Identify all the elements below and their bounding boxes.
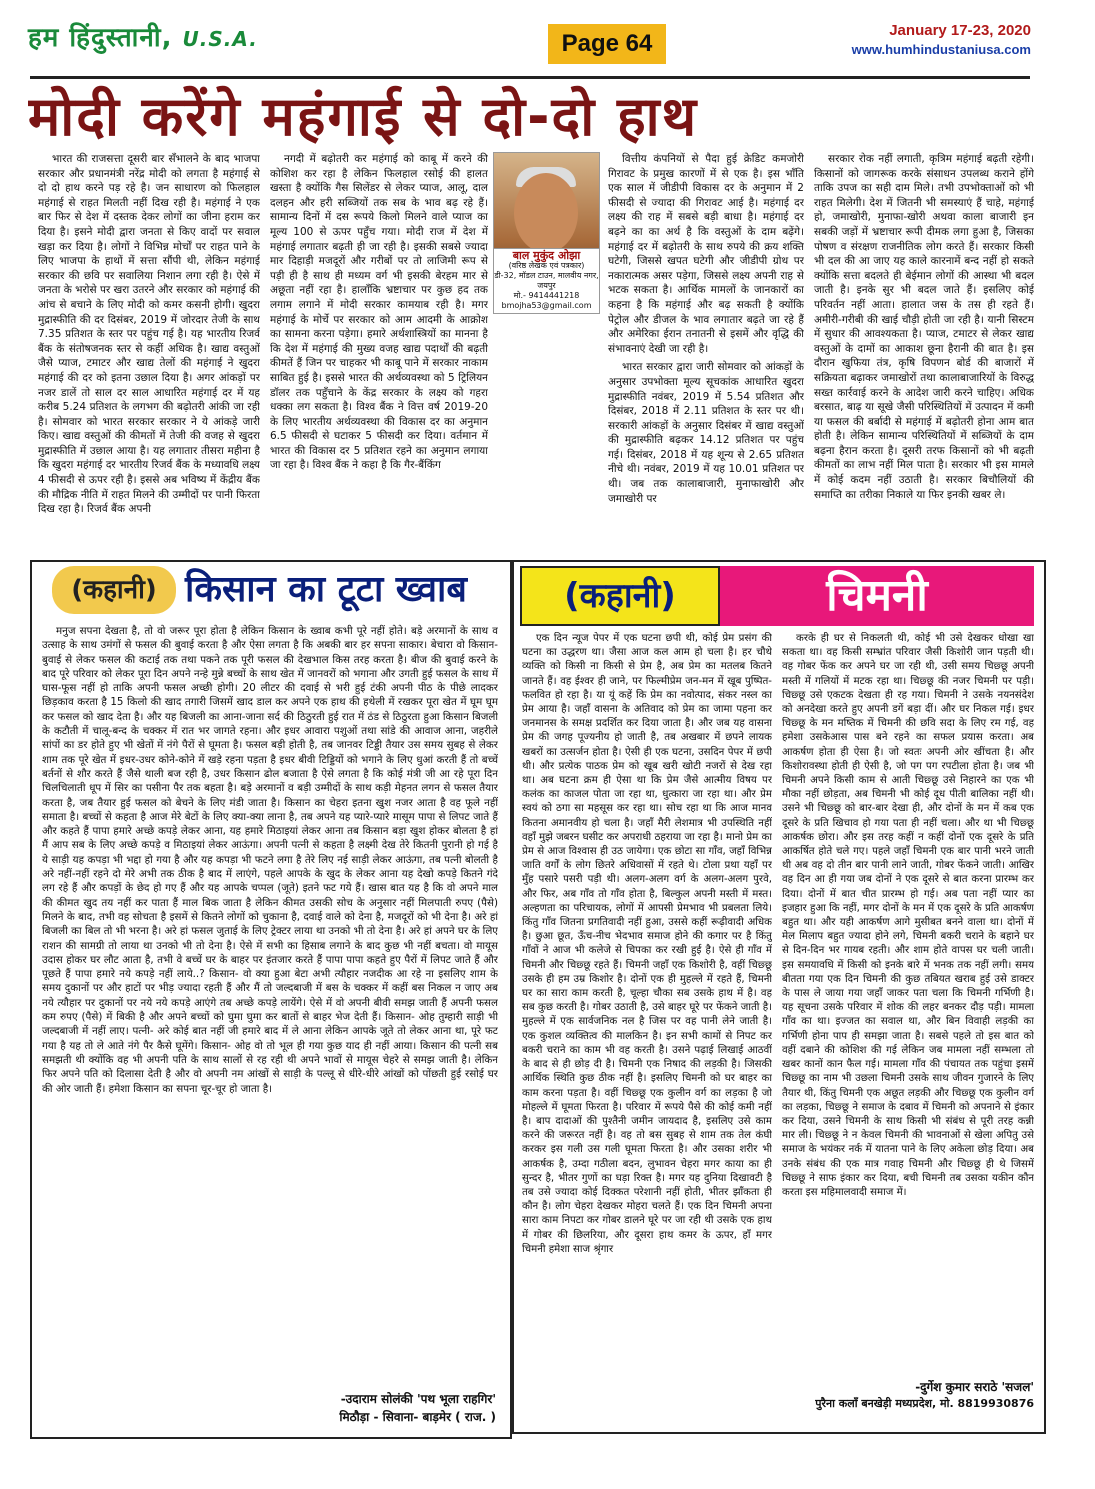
- story-author: -उदाराम सोलंकी 'पथ भूला राहगिर': [340, 1392, 496, 1406]
- story-title: किसान का टूटा ख्वाब: [185, 566, 495, 614]
- story-body: [42, 624, 498, 1382]
- article-column-2: [270, 152, 488, 546]
- story-tag: (कहानी): [52, 566, 176, 614]
- author-caption: [494, 248, 599, 313]
- header-rule: [30, 76, 1030, 79]
- author-phone: मो.- 9414441218: [513, 291, 580, 300]
- face-shape: [514, 173, 578, 253]
- story-text: करके ही घर से निकलती थी, कोई भी उसे देखकर धोखा खा सकता था। वह किसी सम्भ्रांत परिवार जैसी किशोरी जान पड़ती थी। वह गोबर फेंक कर अपने घर जा रही थी, उसी समय चिछ्छू अपनी मस्ती में गलियों में मटक रहा था। चिछ्छू की नजर चिमनी पर पड़ी। चिछ्छू उसे एकटक देखता ही रह गया। चिमनी ने उसके नयनसंदेश को अनदेखा करते हुए अपनी डगें बड़ा दीं। और घर निकल गई। इधर चिछ्छू के मन मष्तिक में चिमनी की छवि सदा के लिए रम गई, वह हमेशा उसकेआस पास बने रहने का सफल प्रयास करता। अब आकर्षण होता ही ऐसा है। जो स्वतः अपनी ओर खींचता है। और किशोरावस्था होती ही ऐसी है, जो पग पग रपटीला होता है। जब भी चिमनी अपने किसी काम से आती चिछ्छू उसे निहारने का एक भी मौका नहीं छोड़ता, अब चिमनी भी कोई दूध पीती बालिका नहीं थी। उसने भी चिछ्छू को बार-बार देखा ही, और दोनों के मन में कब एक दूसरे के प्रति खिचाव हो गया पता ही नहीं चला। और था भी चिछ्छू आकर्षक छोरा। और इस तरह कहीं न कहीं दोनों एक दूसरे के प्रति आकर्षित होते चले गए। पहले जहाँ चिमनी एक बार पानी भरने जाती थी अब वह दो तीन बार पानी लाने जाती, गोबर फेंकने जाती। आखिर वह दिन आ ही गया जब दोनों ने एक दूसरे से बात करना प्रारम्भ कर दिया। दोनों में बात चीत प्रारम्भ हो गई। अब पता नहीं प्यार का इजहार हुआ कि नहीं, मगर दोनों के मन में एक दूसरे के प्रति आकर्षण बहुत था। और यही आकर्षण आगे मुसीबत बनने वाला था। दोनों में मेल मिलाप बहुत ज्यादा होने लगे, चिमनी बकरी चराने के बहाने घर से दिन-दिन भर गायब रहती। और शाम होते वापस घर चली जाती। इस समयावधि में किसी को इनके बारे में भनक तक नहीं लगी। समय बीतता गया एक दिन चिमनी की कुछ तबियत खराब हुई उसे डाक्टर के पास ले जाया गया जहाँ जाकर पता चला कि चिमनी गर्भिणी है। यह सूचना उसके परिवार में शोक की लहर बनकर दौड़ पड़ी। मामला गाँव का था। इज्जत का सवाल था, और बिन विवाही लड़की का गर्भिणी होना पाप ही समझा जाता है। सबसे पहले तो इस बात को वहीं दबाने की कोशिश की गई लेकिन जब मामला नहीं सम्भला तो खबर कानों कान फैल गई। मामला गाँव की पंचायत तक पहुंचा इसमें चिछ्छू का नाम भी उछला चिमनी उसके साथ जीवन गुजारने के लिए तैयार थी, किंतु चिमनी एक अछूत लड़की और चिछ्छू एक कुलीन वर्ग का लड़का, चिछ्छू ने समाज के दबाव में चिमनी को अपनाने से इंकार कर दिया, उसने चिमनी के साथ किसी भी संबंध से पूरी तरह कन्नी मार ली। चिछ्छू ने न केवल चिमनी की भावनाओं से खेला अपितु उसे समाज के भयंकर नर्क में यातना पाने के लिए अकेला छोड़ दिया। अब उनके संबंध की एक मात्र गवाह चिमनी और चिछ्छू ही थे जिसमें चिछ्छू ने साफ इंकार कर दिया, बची चिमनी तब उसका यकीन कौन करता इस महिमालवादी समाज में।: [782, 633, 1034, 1198]
- spacer: [493, 315, 598, 335]
- article-column-3: [608, 152, 804, 546]
- story-column-2: [782, 632, 1034, 1372]
- story-column-1: [522, 632, 772, 1422]
- article-text: भारत की राजसत्ता दूसरी बार सँभालने के बाद भाजपा सरकार और प्रधानमंत्री नरेंद्र मोदी को लगता है महंगाई से दो दो हाथ करने पड़ रहे है। जन साधारण को फिलहाल महंगाई से राहत मिलती नहीं दिख रही है। महंगाई ने एक बार फिर से देश में दस्तक देकर लोगों का जीना हराम कर दिया है। इसने मोदी द्वारा जनता से किए वादों पर सवाल खड़ा कर दिया है। लोगों ने विभिन्न मोर्चों पर राहत पाने के लिए भाजपा के हाथों में सत्ता सौंपी थी, लेकिन महंगाई सरकार की छवि पर सवालिया निशान लगा रही है। ऐसे में जनता के भरोसे पर खरा उतरने और सरकार को महंगाई की आंच से बचाने के लिए मोदी को कमर कसनी होगी। खुदरा मुद्रास्फीति की दर दिसंबर, 2019 में जोरदार तेजी के साथ 7.35 प्रतिशत के स्तर पर पहुंच गई है। यह भारतीय रिजर्व बैंक के संतोषजनक स्तर से कहीं अधिक है। खाद्य वस्तुओं जैसे प्याज, टमाटर और खाद्य तेलों की महंगाई ने खुदरा महंगाई की दर को इतना उछाल दिया है। अगर आंकड़ों पर नजर डालें तो साल दर साल आधारित महंगाई दर में यह करीब 5.24 प्रतिशत के लगभग की बढ़ोतरी आंकी जा रही है। सोमवार को भारत सरकार सरकार ने ये आंकड़े जारी किए। खाद्य वस्तुओं की कीमतों में तेजी की वजह से खुदरा मुद्रास्फीति में उछाल आया है। यह लगातार तीसरा महीना है कि खुदरा महंगाई दर भारतीय रिजर्व बैंक के मध्यावधि लक्ष्य 4 फीसदी से ऊपर रही है। इससे अब भविष्य में केंद्रीय बैंक की मौद्रिक नीति में राहत मिलने की उम्मीदों पर पानी फिरता दिख रहा है। रिजर्व बैंक अपनी: [38, 153, 260, 516]
- article-text: भारत सरकार द्वारा जारी सोमवार को आंकड़ों के अनुसार उपभोक्ता मूल्य सूचकांक आधारित खुदरा मुद्रास्फीति नवंबर, 2019 में 5.54 प्रतिशत और दिसंबर, 2018 में 2.11 प्रतिशत के स्तर पर थी। सरकारी आंकड़ों के अनुसार दिसंबर में खाद्य वस्तुओं की मुद्रास्फीति बढ़कर 14.12 प्रतिशत पर पहुंच गई। दिसंबर, 2018 में यह शून्य से 2.65 प्रतिशत नीचे थी। नवंबर, 2019 में यह 10.01 प्रतिशत पर थी। जब तक कालाबाजारी, मुनाफाखोरी और जमाखोरी पर: [608, 361, 804, 505]
- main-headline: मोदी करेंगे महंगाई से दो-दो हाथ: [28, 85, 699, 148]
- author-name: बाल मुकुंद ओझा: [512, 249, 581, 262]
- story-title: चिमनी: [720, 566, 1034, 626]
- author-role: (वरिष्ठ लेखक एवं पत्रकार): [508, 261, 585, 270]
- author-address: डी-32, मॉडल टाउन, मालवीय नगर, जयपुर: [494, 271, 599, 290]
- page-number: Page 64: [548, 24, 666, 64]
- author-photo: [493, 152, 600, 314]
- website-link[interactable]: www.humhindustaniusa.com: [851, 42, 1031, 57]
- author-email: bmojha53@gmail.com: [501, 301, 592, 310]
- story-text: एक दिन न्यूज पेपर में एक घटना छपी थी, कोई प्रेम प्रसंग की घटना का उद्धरण था। जैसा आज कल आम हो चला है। हर चौथे व्यक्ति को किसी ना किसी से प्रेम है, अब प्रेम का मतलब कितने जानते हैं। वह ईश्वर ही जाने, पर फिल्मीप्रेम जन-मन में खूब पुष्पित-फलवित हो रहा है। या यूं कहें कि प्रेम का नवोत्पाद, संकर नस्ल का प्रेम आया है। जहाँ वासना के अतिवाद को प्रेम का जामा पहना कर जनमानस के समक्ष प्रदर्शित कर दिया जाता है। और जब यह वासना प्रेम की जगह पूज्यनीय हो जाती है, तब अखबार में छपने लायक खबरों का उत्सर्जन होता है। ऐसी ही एक घटना, उसदिन पेपर में छपी थी। और प्रत्येक पाठक प्रेम को खूब खरी खोटी नजरों से देख रहा था। अब घटना क्रम ही ऐसा था कि प्रेम जैसे आत्मीय विषय पर कलंक का काजल पोता जा रहा था, धुत्कारा जा रहा था। और प्रेम स्वयं को ठगा सा महसूस कर रहा था। सोच रहा था कि आज मानव कितना अमानवीय हो चला है। जहाँ मैरी लेशमात्र भी उपस्थिति नहीं वहाँ मुझे जबरन घसीट कर अपराधी ठहराया जा रहा है। मानो प्रेम का प्रेम से आज विश्वास ही उठ जायेगा। एक छोटा सा गाँव, जहाँ विभिन्न जाति वर्गों के लोग छितरे अधिवासों में रहते थे। टोला प्रथा यहाँ पर मुँह पसारे पसरी पड़ी थी। अलग-अलग वर्ग के अलग-अलग पुरवे, और फिर, अब गाँव तो गाँव होता है, बिल्कुल अपनी मस्ती में मस्त। अल्हणता का परिचायक, लोगों में आपसी प्रेमभाव भी प्रबलता लिये। किंतु गाँव जितना प्रगतिवादी नहीं हुआ, उससे कहीं रूढ़ीवादी अधिक है। छुआ छूत, ऊँच-नीच भेदभाव समाज होने की कगार पर है किंतु गाँवों ने आज भी कलेजे से चिपका कर रखी हुई है। ऐसे ही गाँव में चिमनी और चिछ्छू रहते हैं। चिमनी जहाँ एक किशोरी है, वहीं चिछ्छू उसके ही हम उम्र किशोर है। दोनों एक ही मुहल्ले में रहते हैं, चिमनी घर का सारा काम करती है, चूल्हा चौका सब उसके हाथ में है। वह सब कुछ करती है। गोबर उठाती है, उसे बाहर घूरे पर फेंकने जाती है। मुहल्ले में एक सार्वजनिक नल है जिस पर वह पानी लेने जाती है। एक कुशल व्यक्तित्व की मालकिन है। इन सभी कामों से निपट कर बकरी चराने का काम भी वह करती है। उसने पढ़ाई लिखाई आठवीं के बाद से ही छोड़ दी है। चिमनी एक निषाद की लड़की है। जिसकी आर्थिक स्थिति कुछ ठीक नहीं है। इसलिए चिमनी को घर बाहर का काम करना पड़ता है। वहीं चिछ्छू एक कुलीन वर्ग का लड़का है जो मोहल्ले में घूमता फिरता है। परिवार में रूपये पैसे की कोई कमी नहीं है। बाप दादाओं की पुश्तैनी जमीन जायदाद है, इसलिए उसे काम करने की जरूरत नहीं है। वह तो बस सुबह से शाम तक तेल कंघी करकर इस गली उस गली घूमता फिरता है। और उसका शरीर भी आकर्षक है, उम्दा गठीला बदन, लुभावन चेहरा मगर काया का ही सुन्दर है, भीतर गुणों का घड़ा रिक्त है। मगर यह दुनिया दिखावटी है तब उसे ज्यादा कोई दिक्कत परेशानी नहीं होती, भीतर झाँकता ही कौन है। लोग चेहरा देखकर मोहरा चलते हैं। एक दिन चिमनी अपना सारा काम निपटा कर गोबर डालने घूरे पर जा रही थी उसके एक हाथ में गोबर की छिलरिया, और दूसरा हाथ कमर के ऊपर, हाँ मगर चिमनी हमेशा साज श्रृंगार: [522, 633, 772, 1255]
- masthead: [28, 18, 258, 54]
- story-author-place: पुरैना कलाँ बनखेड़ी मध्यप्रदेश, मो. 8819930876: [815, 1397, 1034, 1410]
- article-text: नगदी में बढ़ोतरी कर महंगाई को काबू में करने की कोशिश कर रहा है लेकिन फिलहाल रसोई की हालत खस्ता है क्योंकि गैस सिलेंडर से लेकर प्याज, आलू, दाल दलहन और हरी सब्जियों तक सब के भाव बढ़ रहे हैं। सामान्य दिनों में दस रूपये किलो मिलने वाले प्याज का मूल्य 100 से ऊपर पहुँच गया। मोदी राज में देश में महंगाई लगातार बढ़ती ही जा रही है। इसकी सबसे ज्यादा मार दिहाड़ी मजदूरों और गरीबों पर तो लाजिमी रूप से पड़ी ही है साथ ही मध्यम वर्ग भी इसकी बेरहम मार से अछूता नहीं रहा है। हालाँकि भ्रष्टाचार पर कुछ हद तक लगाम लगाने में मोदी सरकार कामयाब रही है। मगर महंगाई के मोर्चे पर सरकार को आम आदमी के आक्रोश का सामना करना पड़ेगा। हमारे अर्थशास्त्रियों का मानना है कि देश में महंगाई की मुख्य वजह खाद्य पदार्थों की बढ़ती कीमतें हैं जिन पर चाहकर भी काबू पाने में सरकार नाकाम साबित हुई है। इससे भारत की अर्थव्यवस्था को 5 ट्रिलियन डॉलर तक पहुँचाने के केंद्र सरकार के लक्ष्य को गहरा धक्का लग सकता है। विश्व बैंक ने वित्त वर्ष 2019-20 के लिए भारतीय अर्थव्यवस्था की विकास दर का अनुमान 6.5 फीसदी से घटाकर 5 फीसदी कर दिया। वर्तमान में भारत की विकास दर 5 प्रतिशत रहने का अनुमान लगाया जा रहा है। विश्व बैंक ने कहा है कि गैर-बैंकिंग: [270, 153, 488, 472]
- brand-suffix: U.S.A.: [182, 27, 258, 51]
- story-author-place: मिठौड़ा - सिवाना- बाड़मेर ( राज. ): [339, 1410, 496, 1424]
- article-column-4: [814, 152, 1034, 546]
- issue-date: January 17-23, 2020: [889, 22, 1031, 39]
- brand-name: हम हिंदुस्तानी,: [28, 23, 173, 53]
- article-column-1: [38, 152, 260, 546]
- story-author: -दुर्गेश कुमार सराठे 'सजल': [915, 1380, 1034, 1394]
- article-text: सरकार रोक नहीं लगाती, कृत्रिम महंगाई बढ़ती रहेगी। किसानों को जागरूक करके संसाधन उपलब्ध कराने होंगे ताकि उपज का सही दाम मिले। तभी उपभोक्ताओं को भी राहत मिलेगी। देश में जितनी भी समस्याएं हैं चाहे, महंगाई हो, जमाखोरी, मुनाफा-खोरी अथवा काला बाजारी इन सबकी जड़ों में भ्रष्टाचार रूपी दीमक लगा हुआ है, जिसका पोषण व संरक्षण राजनीतिक लोग करते हैं। सरकार किसी भी दल की आ जाए यह काले कारनामें बन्द नहीं हो सकते क्योंकि सत्ता बदलते ही बेईमान लोगों की आस्था भी बदल जाती है। इनके सुर भी बदल जाते हैं। इसलिए कोई परिवर्तन नहीं आता। हालात जस के तस ही रहते हैं। अमीरी-गरीबी की खाई चौड़ी होती जा रही है। यानी सिस्टम में सुधार की आवश्यकता है। प्याज, टमाटर से लेकर खाद्य वस्तुओं के दामों का आकाश छूना हैरानी की बात है। इस दौरान खुफिया तंत्र, कृषि विपणन बोर्ड की बाजारों में सक्रियता बढ़ाकर जमाखोरों तथा कालाबाजारियों के विरुद्ध सख्त कार्रवाई करने के आदेश जारी करने चाहिए। अधिक बरसात, बाढ़ या सूखे जैसी परिस्थितियों में उत्पादन में कमी या फसल की बर्बादी से महंगाई में बढ़ोतरी होना आम बात होती है। लेकिन सामान्य परिस्थितियों में सब्जियों के दाम बढ़ना हैरान करता है। दूसरी तरफ किसानों को भी बढ़ती कीमतों का लाभ नहीं मिल पाता है। सरकार भी इस मामले में कोई कदम नहीं उठाती है। सरकार बिचौलियों की समाप्ति का तरीका निकाले या फिर इनकी खबर ले।: [814, 153, 1034, 501]
- story-text: मनुज सपना देखता है, तो वो जरूर पूरा होता है लेकिन किसान के ख्वाब कभी पूरे नहीं होते। बड़े अरमानों के साथ व उत्साह के साथ उमंगों से फसल की बुवाई करता है और ऐसा लगता है कि अबकी बार हर सपना साकार। बेचारा वो किसान- बुवाई से लेकर फसल की कटाई तक तथा पकने तक पूरी फसल की देखभाल किस तरह करता है। बीज की बुवाई करने के बाद पूरे परिवार को लेकर पूरा दिन अपने नन्हे मुन्ने बच्चों के साथ खेत में जानवरों को भगाना और उगती हुई फसल के साथ में घास-फूस नहीं हो ताकि अपनी फसल अच्छी होगी। 20 लीटर की दवाई से भरी हुई टंकी अपनी पीठ के पीछे लादकर छिड़काव करता है 15 किलो की खाद तगारी जिसमें खाद डाल कर अपने एक हाथ की हथेली में रखकर पूरा खेत में घूम घूम कर फसल को खाद देता है। और यह बिजली का आना-जाना सर्द की ठिठुरती हुई रात में ठंड से ठिठुरता हुआ किसान बिजली के कटौती में चालू-बन्द के चक्कर में रात भर जागते रहना। और इधर आवारा पशुओं तथा सांडे की आवाज आना, जहरीले सांपों का डर होते हुए भी खेतों में नंगे पैरों से घूमता है। फसल बड़ी होती है, तब जानवर टिड्डी तैयार उस समय सुबह से लेकर शाम तक पूरे खेत में इधर-उधर कोने-कोने में खड़े रहना पड़ता है इधर बीवी टिड्डियों को भगाने के लिए धुआं करती हैं तो बच्चें बर्तनों से शौर करते हैं जैसे थाली बज रही है, उधर किसान ढोल बजाता है ऐसे लगता है कि कोई मंत्री जी आ रहे पूरा दिन चिलचिलाती धूप में सिर का पसीना पैर तक बहता है। बड़े अरमानों व बड़ी उम्मीदों के साथ कड़ी मेहनत लगन से फसल तैयार करता है, जब तैयार हुई फसल को बेचने के लिए मंडी जाता है। किसान का चेहरा इतना खुश नजर आता है वह फूले नहीं समाता है। बच्चों से कहता है आज मेरे बेटों के लिए क्या-क्या लाना है, तब अपने यह प्यारे-प्यारे मासूम पापा से लिपट जाते हैं और कहते हैं पापा हमारे अच्छे कपड़े लेकर आना, यह हमारे मिठाइयां लेकर आना तब किसान बड़ा खुश होकर बोलता है हां मैं आप सब के लिए अच्छे कपड़े व मिठाइयां लेकर आऊंगा। अपनी पत्नी से कहता है लक्ष्मी देख तेरे कितनी पुरानी हो गई है ये साड़ी यह कपड़ा भी भद्दा हो गया है और यह कपड़ा भी फटने लगा है तेरे लिए नई साड़ी लेकर आऊंगा, तब पत्नी बोलती है अरे नहीं-नहीं रहने दो मेरे अभी तक ठीक है बाद में लाएंगे, पहले आपके के खुद के लेकर आना यह देखो कपड़े कितने गंदे लग रहे हैं और कपड़ों के छेद हो गए हैं और यह आपके चप्पल (जूते) इतने फट गये हैं। खास बात यह है कि वो अपने माल की कीमत खुद तय नहीं कर पाता हैं माल बिक जाता है लेकिन कीमत उसकी सोच के अनुसार नहीं मिलपाती रुपए (पैसे) मिलने के बाद, तभी वह सोचता है इसमें से कितने लोगों को चुकाना है, दवाई वाले को देना है, मजदूरों को भी देना है। अरे हां बिजली का बिल तो भी भरना है। अरे हां फसल जुताई के लिए ट्रेक्टर लाया था उनको भी तो देना है। अरे हां अपने घर के लिए राशन की सामग्री तो लाया था उनको भी तो देना है। ऐसे में सभी का हिसाब लगाने के बाद कुछ भी नहीं बचता। वो मायूस उदास होकर घर लौट आता है, तभी वे बच्चें घर के बाहर पर इंतजार करते हैं पापा पापा कहते हुए पैरों में लिपट जाते हैं और पूछते हैं पापा हमारे नये कपड़े नहीं लाये..? किसान- वो क्या हुआ बेटा अभी त्यौहार नजदीक आ रहे ना इसलिए शाम के समय दुकानों पर और हाटों पर भीड़ ज्यादा रहती हैं और मैं तो जल्दबाजी में बस के चक्कर में कहीं बस निकल न जाए अब नये त्यौहार पर दुकानों पर नये नये कपड़े आएंगे तब अच्छे कपड़े लायेंगे। ऐसे में वो अपनी बीवी समझ जाती हैं अपनी फसल कम रुपए (पैसे) में बिकी है और अपने बच्चों को घुमा घुमा कर बातों से बाहर भेज देती हैं। किसान- ओह तुम्हारी साड़ी भी जल्दबाजी में नहीं लाए। पत्नी- अरे कोई बात नहीं जी हमारे बाद में ले आना लेकिन आपके जूते तो लेकर आना था, पूरे फट गया है यह तो ले आते नंगे पैर कैसे घूमेंगे। किसान- ओह वो तो भूल ही गया कुछ याद ही नहीं आया। किसान की पत्नी सब समझती थी क्योंकि वह भी अपनी पति के साथ सालों से रह रही थी अपने भावों से मायूस चेहरे से समझ जाती है। लेकिन फिर अपने पति को दिलासा देती है और वो अपनी नम आंखों से साड़ी के पल्लू से धीरे-धीरे आंखों को पोंछती हुई रसोई घर की ओर जाती हैं। हमेशा किसान का सपना चूर-चूर हो जाता है।: [42, 625, 498, 1095]
- article-text: वित्तीय कंपनियों से पैदा हुई क्रेडिट कमजोरी गिरावट के प्रमुख कारणों में से एक है। इस भाँति एक साल में जीडीपी विकास दर के अनुमान में 2 फीसदी से ज्यादा की गिरावट आई है। महंगाई दर लक्ष्य की राह में सबसे बड़ी बाधा है। महंगाई दर बढ़ने का का अर्थ है कि वस्तुओं के दाम बढ़ेंगे। महंगाई दर में बढ़ोतरी के साथ रुपये की क्रय शक्ति घटेगी, जिससे खपत घटेगी और जीडीपी ग्रोथ पर नकारात्मक असर पड़ेगा, जिससे लक्ष्य अपनी राह से भटक सकता है। आर्थिक मामलों के जानकारों का कहना है कि महंगाई और बढ़ सकती है क्योंकि पेट्रोल और डीजल के भाव लगातार बढ़ते जा रहे हैं और अमेरिका ईरान तनातनी से इसमें और वृद्धि की संभावनाएं देखी जा रही है।: [608, 153, 804, 355]
- story-tag: (कहानी): [520, 566, 720, 626]
